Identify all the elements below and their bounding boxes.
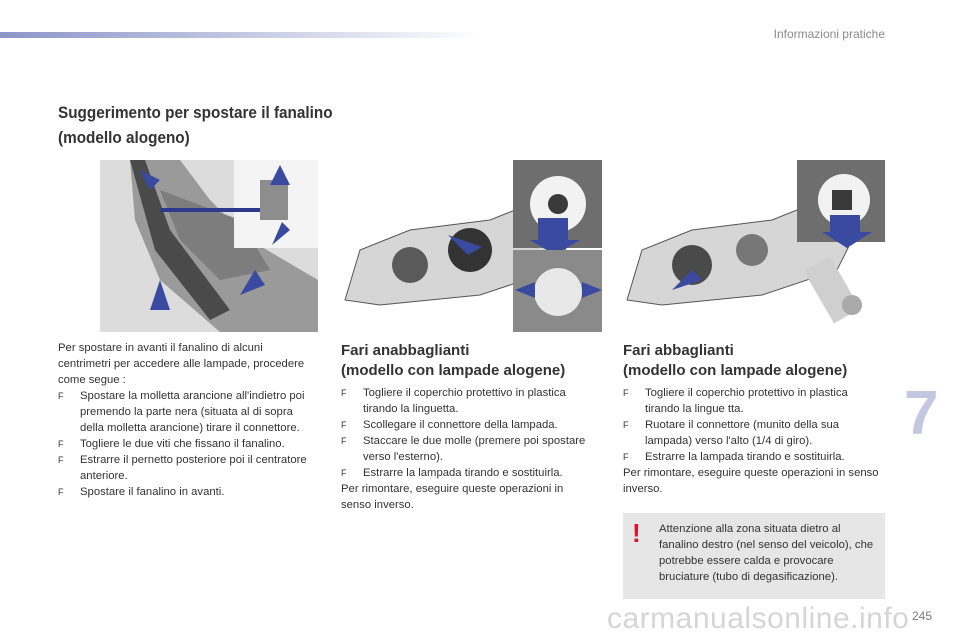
list-item: F Togliere il coperchio protettivo in plastica tirando la lingue tta. bbox=[623, 387, 848, 415]
high-beam-title: Fari abbaglianti (modello con lampade alogene) bbox=[623, 342, 848, 379]
list-item: F Spostare la molletta arancione all'indietro poi premendo la parte nera (situata al di sopra della molletta arancione) tirare il connettore. bbox=[58, 390, 305, 434]
list-item: F Scollegare il connettore della lampada. bbox=[341, 419, 558, 431]
page-title-line-1: Suggerimento per spostare il fanalino bbox=[58, 103, 333, 122]
bullet-icon: F bbox=[623, 420, 629, 430]
page-title-line-2: (modello alogeno) bbox=[58, 128, 190, 147]
list-item: F Estrarre la lampada tirando e sostituirla. bbox=[341, 467, 563, 479]
middle-outro: Per rimontare, eseguire queste operazioni in senso inverso. bbox=[341, 483, 564, 511]
left-bullet-list bbox=[58, 388, 313, 500]
left-intro: Per spostare in avanti il fanalino di alcuni centrimetri per accedere alle lampade, procedere come segue : bbox=[58, 342, 305, 386]
left-text-column bbox=[58, 340, 313, 500]
section-name: Informazioni pratiche bbox=[773, 27, 885, 41]
bullet-icon: F bbox=[58, 439, 64, 449]
bullet-icon: F bbox=[623, 452, 629, 462]
middle-text-column bbox=[341, 385, 596, 513]
bullet-icon: F bbox=[58, 455, 64, 465]
list-item: F Ruotare il connettore (munito della sua lampada) verso l'alto (1/4 di giro). bbox=[623, 419, 840, 447]
low-beam-headlamp-illustration bbox=[340, 160, 602, 332]
bullet-icon: F bbox=[341, 468, 347, 478]
list-item: F Togliere le due viti che fissano il fanalino. bbox=[58, 438, 285, 450]
bullet-icon: F bbox=[341, 420, 347, 430]
bullet-icon: F bbox=[341, 436, 347, 446]
warning-text: Attenzione alla zona situata dietro al fanalino destro (nel senso del veicolo), che potrebbe essere calda e provocare bruciature (tubo di degasificazione). bbox=[659, 523, 874, 583]
list-item: F Estrarre il pernetto posteriore poi il centratore anteriore. bbox=[58, 454, 307, 482]
bullet-icon: F bbox=[58, 391, 64, 401]
page-title bbox=[58, 100, 333, 150]
page-number: 245 bbox=[912, 609, 933, 623]
header-accent-bar bbox=[0, 32, 480, 38]
list-item: F Estrarre la lampada tirando e sostituirla. bbox=[623, 451, 845, 463]
right-outro: Per rimontare, eseguire queste operazioni in senso inverso. bbox=[623, 467, 879, 495]
middle-bullet-list bbox=[341, 385, 596, 481]
high-beam-headlamp-illustration bbox=[622, 160, 885, 332]
low-beam-title: Fari anabbaglianti (modello con lampade alogene) bbox=[341, 342, 566, 379]
bullet-icon: F bbox=[58, 487, 64, 497]
list-item: F Spostare il fanalino in avanti. bbox=[58, 486, 225, 498]
right-bullet-list bbox=[623, 385, 881, 465]
watermark: carmanualsonline.info bbox=[607, 602, 910, 635]
bullet-icon: F bbox=[341, 388, 347, 398]
chapter-number: 7 bbox=[904, 379, 939, 448]
bullet-icon: F bbox=[623, 388, 629, 398]
headlamp-removal-illustration bbox=[100, 160, 318, 332]
list-item: F Staccare le due molle (premere poi spostare verso l'esterno). bbox=[341, 435, 586, 463]
list-item: F Togliere il coperchio protettivo in plastica tirando la linguetta. bbox=[341, 387, 566, 415]
right-text-column bbox=[623, 385, 881, 497]
warning-box bbox=[623, 513, 885, 599]
warning-icon: ! bbox=[632, 518, 641, 548]
